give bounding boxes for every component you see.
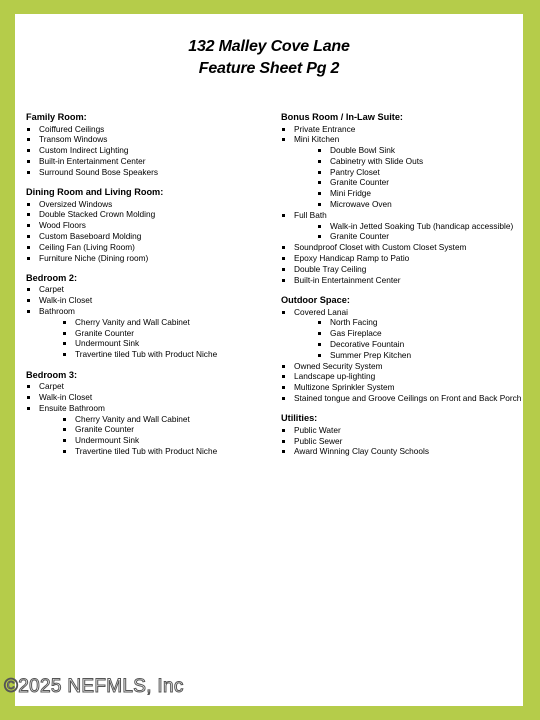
- square-bullet-icon: [27, 149, 30, 152]
- feature-item: [26, 209, 266, 220]
- square-bullet-icon: [318, 149, 321, 152]
- sub-feature-item: [281, 221, 521, 232]
- feature-text: Public Sewer: [294, 435, 343, 446]
- section-heading: Family Room:: [26, 112, 87, 122]
- feature-text: Double Stacked Crown Molding: [39, 209, 156, 220]
- mls-watermark: ©2025 NEFMLS, Inc: [4, 676, 184, 697]
- square-bullet-icon: [318, 203, 321, 206]
- feature-text: Built-in Entertainment Center: [294, 274, 401, 285]
- section-heading: Bonus Room / In-Law Suite:: [281, 112, 403, 122]
- section-bedroom-2: [26, 272, 266, 360]
- feature-item: [281, 253, 521, 264]
- section-bonus-room-in-law-suite: [281, 111, 521, 285]
- square-bullet-icon: [318, 171, 321, 174]
- feature-text: Mini Kitchen: [294, 134, 340, 145]
- feature-text: Transom Windows: [39, 134, 108, 145]
- square-bullet-icon: [27, 396, 30, 399]
- square-bullet-icon: [27, 385, 30, 388]
- feature-text: Landscape up-lighting: [294, 371, 376, 382]
- square-bullet-icon: [63, 353, 66, 356]
- feature-item: [26, 242, 266, 253]
- square-bullet-icon: [27, 235, 30, 238]
- right-column: [281, 111, 521, 466]
- square-bullet-icon: [282, 257, 285, 260]
- sub-feature-item: [281, 350, 521, 361]
- section-heading: Utilities:: [281, 413, 318, 424]
- square-bullet-icon: [282, 365, 285, 368]
- feature-text: Furniture Niche (Dining room): [39, 252, 149, 263]
- square-bullet-icon: [282, 311, 285, 314]
- feature-list: [281, 307, 521, 404]
- feature-text: Custom Indirect Lighting: [39, 145, 129, 156]
- sub-feature-item: [281, 339, 521, 350]
- square-bullet-icon: [27, 407, 30, 410]
- square-bullet-icon: [63, 428, 66, 431]
- feature-item: [281, 446, 521, 457]
- feature-item: [26, 134, 266, 145]
- feature-text: Granite Counter: [75, 424, 135, 435]
- square-bullet-icon: [27, 160, 30, 163]
- square-bullet-icon: [318, 332, 321, 335]
- feature-item: [26, 199, 266, 210]
- feature-list: [281, 124, 521, 286]
- feature-text: Stained tongue and Groove Ceilings on Front and Back Porch: [294, 392, 522, 403]
- sub-feature-item: [26, 328, 266, 339]
- square-bullet-icon: [318, 235, 321, 238]
- square-bullet-icon: [27, 203, 30, 206]
- property-address-title: 132 Malley Cove Lane: [188, 38, 350, 55]
- square-bullet-icon: [318, 181, 321, 184]
- feature-text: Oversized Windows: [39, 198, 113, 209]
- feature-text: Summer Prep Kitchen: [330, 349, 412, 360]
- feature-text: Carpet: [39, 284, 64, 295]
- square-bullet-icon: [282, 440, 285, 443]
- feature-list: [26, 381, 266, 457]
- square-bullet-icon: [282, 246, 285, 249]
- feature-text: Bathroom: [39, 306, 75, 317]
- feature-text: Custom Baseboard Molding: [39, 230, 142, 241]
- section-bedroom-3: [26, 369, 266, 457]
- sub-feature-item: [281, 167, 521, 178]
- square-bullet-icon: [318, 160, 321, 163]
- feature-text: Mini Fridge: [330, 188, 372, 199]
- feature-text: Decorative Fountain: [330, 338, 405, 349]
- feature-text: Granite Counter: [330, 231, 390, 242]
- feature-item: [26, 167, 266, 178]
- feature-text: Undermount Sink: [75, 435, 140, 446]
- feature-item: [26, 295, 266, 306]
- square-bullet-icon: [27, 128, 30, 131]
- feature-text: Microwave Oven: [330, 199, 392, 210]
- square-bullet-icon: [282, 429, 285, 432]
- feature-item: [281, 264, 521, 275]
- feature-text: Walk-in Closet: [39, 295, 93, 306]
- feature-list: [281, 425, 521, 457]
- square-bullet-icon: [63, 418, 66, 421]
- section-heading: Dining Room and Living Room:: [26, 187, 164, 198]
- feature-item: [281, 425, 521, 436]
- feature-item: [281, 134, 521, 145]
- square-bullet-icon: [27, 288, 30, 291]
- feature-item: [26, 381, 266, 392]
- square-bullet-icon: [27, 310, 30, 313]
- feature-text: Private Entrance: [294, 123, 356, 134]
- square-bullet-icon: [63, 439, 66, 442]
- feature-text: Carpet: [39, 381, 64, 392]
- feature-text: Walk-in Closet: [39, 391, 93, 402]
- square-bullet-icon: [318, 354, 321, 357]
- feature-text: Wood Floors: [39, 220, 86, 231]
- feature-item: [26, 220, 266, 231]
- sub-feature-item: [281, 317, 521, 328]
- feature-item: [281, 242, 521, 253]
- feature-item: [26, 284, 266, 295]
- feature-text: Double Tray Ceiling: [294, 263, 367, 274]
- feature-text: Covered Lanai: [294, 306, 348, 317]
- feature-text: Epoxy Handicap Ramp to Patio: [294, 253, 410, 264]
- square-bullet-icon: [27, 299, 30, 302]
- feature-item: [281, 371, 521, 382]
- feature-text: Cabinetry with Slide Outs: [330, 155, 424, 166]
- feature-item: [281, 436, 521, 447]
- sub-feature-item: [26, 435, 266, 446]
- sub-feature-item: [26, 446, 266, 457]
- section-dining-room-and-living-room: [26, 186, 266, 263]
- section-heading: Bedroom 2:: [26, 272, 78, 283]
- sub-feature-item: [281, 231, 521, 242]
- feature-item: [26, 124, 266, 135]
- sub-feature-item: [281, 177, 521, 188]
- square-bullet-icon: [282, 214, 285, 217]
- sub-feature-item: [26, 424, 266, 435]
- feature-text: Soundproof Closet with Custom Closet System: [294, 242, 467, 253]
- square-bullet-icon: [282, 268, 285, 271]
- square-bullet-icon: [27, 224, 30, 227]
- feature-item: [26, 145, 266, 156]
- feature-sheet-subtitle: Feature Sheet Pg 2: [198, 60, 340, 77]
- feature-item: [281, 382, 521, 393]
- feature-item: [281, 210, 521, 221]
- feature-item: [281, 275, 521, 286]
- sub-feature-item: [281, 199, 521, 210]
- square-bullet-icon: [318, 343, 321, 346]
- feature-text: Granite Counter: [75, 327, 135, 338]
- feature-text: Gas Fireplace: [330, 328, 382, 339]
- feature-list: [26, 284, 266, 360]
- feature-item: [26, 392, 266, 403]
- square-bullet-icon: [27, 257, 30, 260]
- feature-text: Surround Sound Bose Speakers: [39, 166, 159, 177]
- feature-item: [26, 306, 266, 317]
- sub-feature-item: [26, 414, 266, 425]
- section-heading: Bedroom 3:: [26, 369, 78, 380]
- feature-text: Granite Counter: [330, 177, 390, 188]
- feature-sheet-page: [15, 14, 523, 706]
- section-utilities: [281, 412, 521, 457]
- sub-feature-item: [281, 328, 521, 339]
- square-bullet-icon: [282, 397, 285, 400]
- section-family-room: [26, 111, 266, 177]
- sub-feature-item: [281, 188, 521, 199]
- sub-feature-item: [281, 156, 521, 167]
- square-bullet-icon: [27, 246, 30, 249]
- square-bullet-icon: [282, 386, 285, 389]
- square-bullet-icon: [27, 171, 30, 174]
- feature-text: Coiffured Ceilings: [39, 123, 105, 134]
- section-outdoor-space: [281, 294, 521, 404]
- feature-text: Undermount Sink: [75, 338, 140, 349]
- feature-item: [281, 393, 521, 404]
- feature-text: Double Bowl Sink: [330, 145, 396, 156]
- square-bullet-icon: [27, 213, 30, 216]
- square-bullet-icon: [282, 128, 285, 131]
- sub-feature-item: [26, 317, 266, 328]
- feature-text: Travertine tiled Tub with Product Niche: [75, 445, 218, 456]
- left-column: [26, 111, 266, 465]
- feature-text: Cherry Vanity and Wall Cabinet: [75, 316, 190, 327]
- feature-item: [281, 361, 521, 372]
- feature-text: Travertine tiled Tub with Product Niche: [75, 349, 218, 360]
- feature-text: Ensuite Bathroom: [39, 402, 105, 413]
- square-bullet-icon: [63, 450, 66, 453]
- square-bullet-icon: [282, 138, 285, 141]
- feature-text: Cherry Vanity and Wall Cabinet: [75, 413, 190, 424]
- square-bullet-icon: [63, 332, 66, 335]
- feature-text: Pantry Closet: [330, 166, 380, 177]
- square-bullet-icon: [318, 192, 321, 195]
- feature-item: [281, 307, 521, 318]
- feature-text: Walk-in Jetted Soaking Tub (handicap accessible): [330, 220, 514, 231]
- sub-feature-item: [26, 338, 266, 349]
- square-bullet-icon: [282, 450, 285, 453]
- section-heading: Outdoor Space:: [281, 295, 350, 306]
- square-bullet-icon: [27, 138, 30, 141]
- square-bullet-icon: [282, 279, 285, 282]
- square-bullet-icon: [318, 225, 321, 228]
- feature-list: [26, 124, 266, 178]
- square-bullet-icon: [63, 342, 66, 345]
- feature-text: Built-in Entertainment Center: [39, 155, 146, 166]
- square-bullet-icon: [318, 321, 321, 324]
- feature-text: Owned Security System: [294, 360, 383, 371]
- feature-text: Full Bath: [294, 209, 327, 220]
- feature-text: Award Winning Clay County Schools: [294, 446, 429, 457]
- feature-list: [26, 199, 266, 264]
- feature-text: Ceiling Fan (Living Room): [39, 241, 135, 252]
- square-bullet-icon: [282, 375, 285, 378]
- feature-item: [26, 231, 266, 242]
- sub-feature-item: [281, 145, 521, 156]
- feature-item: [26, 156, 266, 167]
- square-bullet-icon: [63, 321, 66, 324]
- feature-item: [26, 403, 266, 414]
- feature-item: [26, 253, 266, 264]
- feature-text: North Facing: [330, 317, 378, 328]
- feature-item: [281, 124, 521, 135]
- feature-text: Multizone Sprinkler System: [294, 382, 395, 393]
- feature-text: Public Water: [294, 424, 341, 435]
- sub-feature-item: [26, 349, 266, 360]
